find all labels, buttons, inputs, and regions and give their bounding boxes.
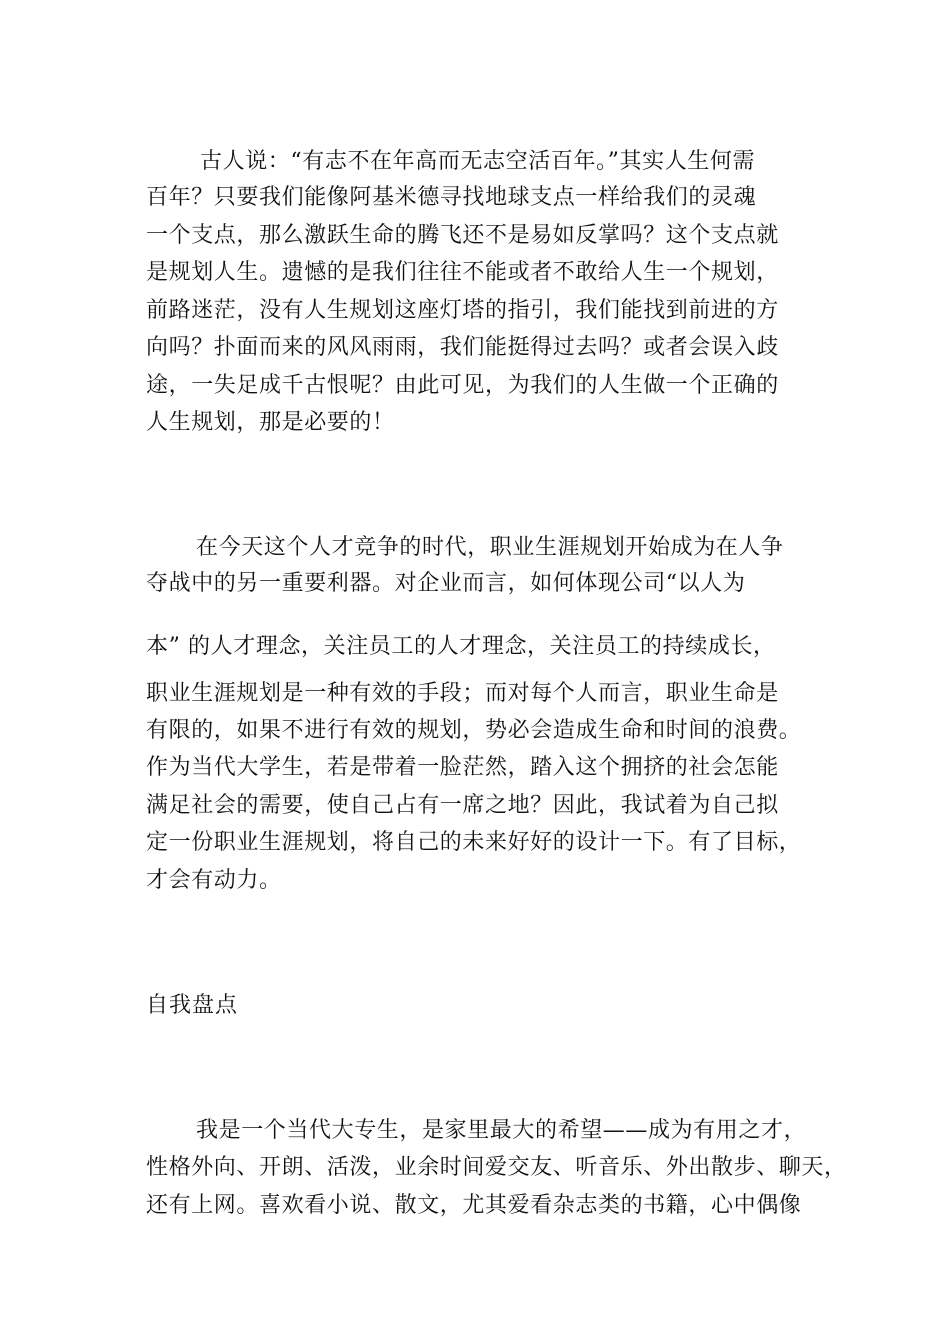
paragraph-1-line: 人生规划，那是必要的！ [146, 410, 395, 435]
paragraph-3-line: 还有上网。喜欢看小说、散文，尤其爱看杂志类的书籍，心中偶像 [146, 1193, 802, 1218]
paragraph-2-line: 夺战中的另一重要利器。对企业而言，如何体现公司“以人为 [146, 571, 746, 596]
paragraph-1-line: 向吗？扑面而来的风风雨雨，我们能挺得过去吗？或者会误入歧 [146, 335, 779, 360]
paragraph-2-line: 本” 的人才理念，关注员工的人才理念，关注员工的持续成长， [146, 634, 776, 659]
paragraph-2-line: 职业生涯规划是一种有效的手段；而对每个人而言，职业生命是 [146, 681, 779, 706]
paragraph-1-line: 百年？只要我们能像阿基米德寻找地球支点一样给我们的灵魂 [146, 185, 757, 210]
section-heading: 自我盘点 [146, 993, 239, 1018]
paragraph-1-line: 古人说：“有志不在年高而无志空活百年。”其实人生何需 [200, 149, 756, 174]
paragraph-2-line: 定一份职业生涯规划，将自己的未来好好的设计一下。有了目标， [146, 830, 802, 855]
paragraph-2-line: 才会有动力。 [146, 868, 282, 893]
paragraph-2-line: 满足社会的需要，使自己占有一席之地？因此，我试着为自己拟 [146, 793, 779, 818]
paragraph-2-line: 作为当代大学生，若是带着一脸茫然，踏入这个拥挤的社会怎能 [146, 755, 779, 780]
paragraph-1-line: 是规划人生。遗憾的是我们往往不能或者不敢给人生一个规划， [146, 260, 779, 285]
paragraph-1-line: 前路迷茫，没有人生规划这座灯塔的指引，我们能找到前进的方 [146, 298, 779, 323]
paragraph-3-line: 性格外向、开朗、活泼，业余时间爱交友、听音乐、外出散步、聊天， [146, 1155, 847, 1180]
paragraph-1-line: 一个支点，那么激跃生命的腾飞还不是易如反掌吗？这个支点就 [146, 223, 779, 248]
paragraph-2-line: 在今天这个人才竞争的时代，职业生涯规划开始成为在人争 [196, 535, 784, 560]
paragraph-3-line: 我是一个当代大专生，是家里最大的希望——成为有用之才， [196, 1118, 807, 1143]
paragraph-2-line: 有限的，如果不进行有效的规划，势必会造成生命和时间的浪费。 [146, 718, 802, 743]
paragraph-1-line: 途，一失足成千古恨呢？由此可见，为我们的人生做一个正确的 [146, 373, 779, 398]
